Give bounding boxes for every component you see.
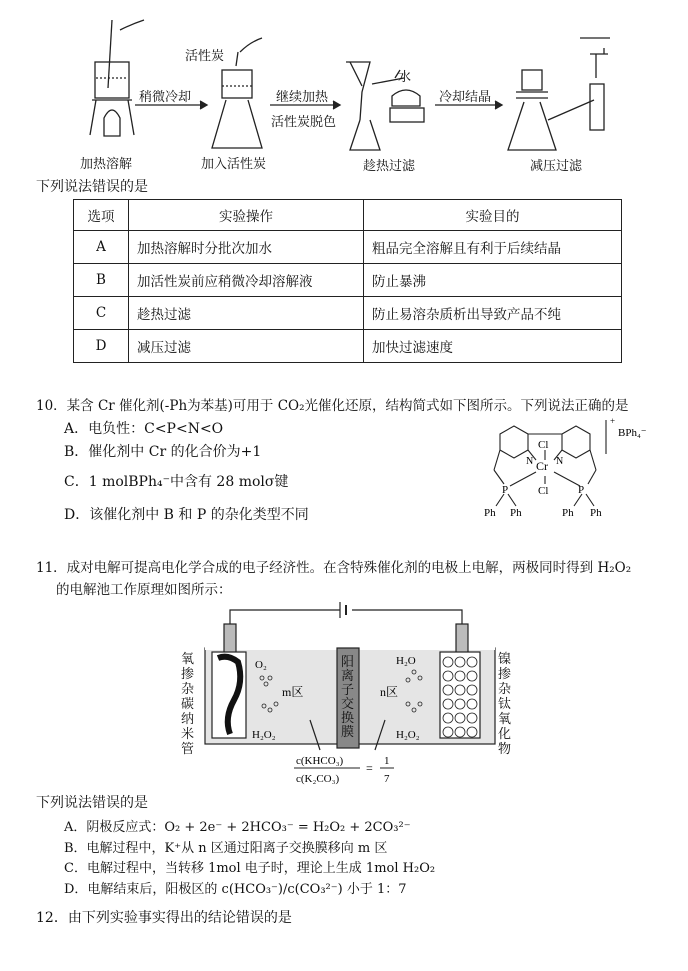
right-electrode-label: 镍掺杂钛氧化物 (498, 652, 512, 757)
o2-label: O₂ (255, 659, 267, 671)
label-activated-carbon: 活性炭 (185, 49, 225, 64)
arrow-label-2: 继续加热 (276, 90, 329, 105)
p-atom-label-2: P (578, 484, 585, 496)
ratio-equals: = (366, 761, 373, 775)
q11-prompt: 下列说法错误的是 (36, 795, 148, 811)
ph-label-3: Ph (562, 507, 574, 519)
q12-stem: 12．由下列实验事实得出的结论错误的是 (36, 910, 292, 926)
step-label-1: 加热溶解 (80, 157, 133, 172)
cl-atom-label-2: Cl (538, 485, 549, 497)
q10-option-d: D．该催化剂中 B 和 P 的杂化类型不同 (64, 507, 309, 523)
table-header: 实验目的 (364, 200, 622, 231)
table-cell: C (74, 297, 129, 330)
table-cell: 趁热过滤 (129, 297, 364, 330)
ratio-value-num: 1 (384, 755, 390, 767)
ph-label-2: Ph (510, 507, 522, 519)
table-cell: 粗品完全溶解且有利于后续结晶 (364, 231, 622, 264)
ratio-value-den: 7 (384, 773, 390, 785)
q10-option-a: A．电负性：C<P<N<O (64, 421, 224, 437)
table-cell: 防止易溶杂质析出导致产品不纯 (364, 297, 622, 330)
q9-prompt: 下列说法错误的是 (36, 179, 148, 195)
table-cell: 加活性炭前应稍微冷却溶解液 (129, 264, 364, 297)
step-label-2: 加入活性炭 (201, 157, 267, 172)
m-zone-label: m区 (282, 685, 304, 699)
cr-catalyst-structure (470, 412, 670, 522)
cl-atom-label: Cl (538, 439, 549, 451)
table-cell: A (74, 231, 129, 264)
table-row (74, 231, 622, 264)
table-cell: B (74, 264, 129, 297)
q10-option-c: C．1 molBPh₄⁻中含有 28 molσ键 (64, 474, 289, 490)
membrane-label: 阳离子交换膜 (341, 655, 355, 740)
h2o-label: H₂O (396, 655, 416, 667)
h2o2-label-right: H₂O₂ (396, 729, 420, 741)
table-cell: 防止暴沸 (364, 264, 622, 297)
left-electrode-label: 氧掺杂碳纳米管 (181, 652, 195, 757)
q10-option-b: B．催化剂中 Cr 的化合价为+1 (64, 444, 262, 460)
table-cell: 加快过滤速度 (364, 330, 622, 363)
p-atom-label: P (502, 484, 509, 496)
charge-plus: + (610, 416, 616, 426)
vacuum-filtration-icon (508, 38, 610, 150)
table-row (74, 297, 622, 330)
label-water: 水 (398, 70, 412, 85)
hot-filtration-icon (346, 62, 424, 150)
q10-stem: 10．某含 Cr 催化剂(-Ph为苯基)可用于 CO₂光催化还原，结构简式如下图所示。下列说法正确的是 (36, 398, 629, 414)
ratio-numerator: c(KHCO₃) (296, 755, 344, 767)
n-zone-label: n区 (380, 685, 399, 699)
q11-stem-line2: 的电解池工作原理如图所示： (56, 582, 232, 598)
cr-atom-label: Cr (536, 459, 548, 473)
table-cell: 加热溶解时分批次加水 (129, 231, 364, 264)
table-row (74, 264, 622, 297)
arrow-label-2b: 活性炭脱色 (271, 115, 337, 130)
table-cell: 减压过滤 (129, 330, 364, 363)
table-header: 选项 (74, 200, 129, 231)
q11-option-d: D．电解结束后，阳极区的 c(HCO₃⁻)/c(CO₃²⁻) 小于 1：7 (64, 882, 407, 897)
q11-stem-line1: 11．成对电解可提高电化学合成的电子经济性。在含特殊催化剂的电极上电解，两极同时得到 H₂O₂ (36, 560, 632, 576)
ratio-denominator: c(K₂CO₃) (296, 773, 340, 785)
step-label-3: 趁热过滤 (363, 159, 416, 174)
arrow-label-1: 稍微冷却 (139, 90, 192, 105)
heating-apparatus-icon (90, 20, 144, 136)
table-header-row (74, 200, 622, 231)
table-header: 实验操作 (129, 200, 364, 231)
table-row (74, 330, 622, 363)
counter-ion-label: BPh₄⁻ (618, 427, 647, 439)
ph-label-4: Ph (590, 507, 602, 519)
q11-option-b: B．电解过程中，K⁺从 n 区通过阳离子交换膜移向 m 区 (64, 841, 388, 856)
q11-option-a: A．阴极反应式：O₂ + 2e⁻ + 2HCO₃⁻ = H₂O₂ + 2CO₃²⁻ (64, 820, 411, 835)
h2o2-label-left: H₂O₂ (252, 729, 276, 741)
n-atom-label: N (526, 456, 534, 467)
q11-option-c: C．电解过程中，当转移 1mol 电子时，理论上生成 1mol H₂O₂ (64, 861, 436, 876)
step-label-4: 减压过滤 (530, 159, 583, 174)
arrow-label-3: 冷却结晶 (439, 90, 492, 105)
q9-table (73, 199, 622, 363)
ph-label: Ph (484, 507, 496, 519)
n-atom-label-2: N (556, 456, 564, 467)
table-cell: D (74, 330, 129, 363)
